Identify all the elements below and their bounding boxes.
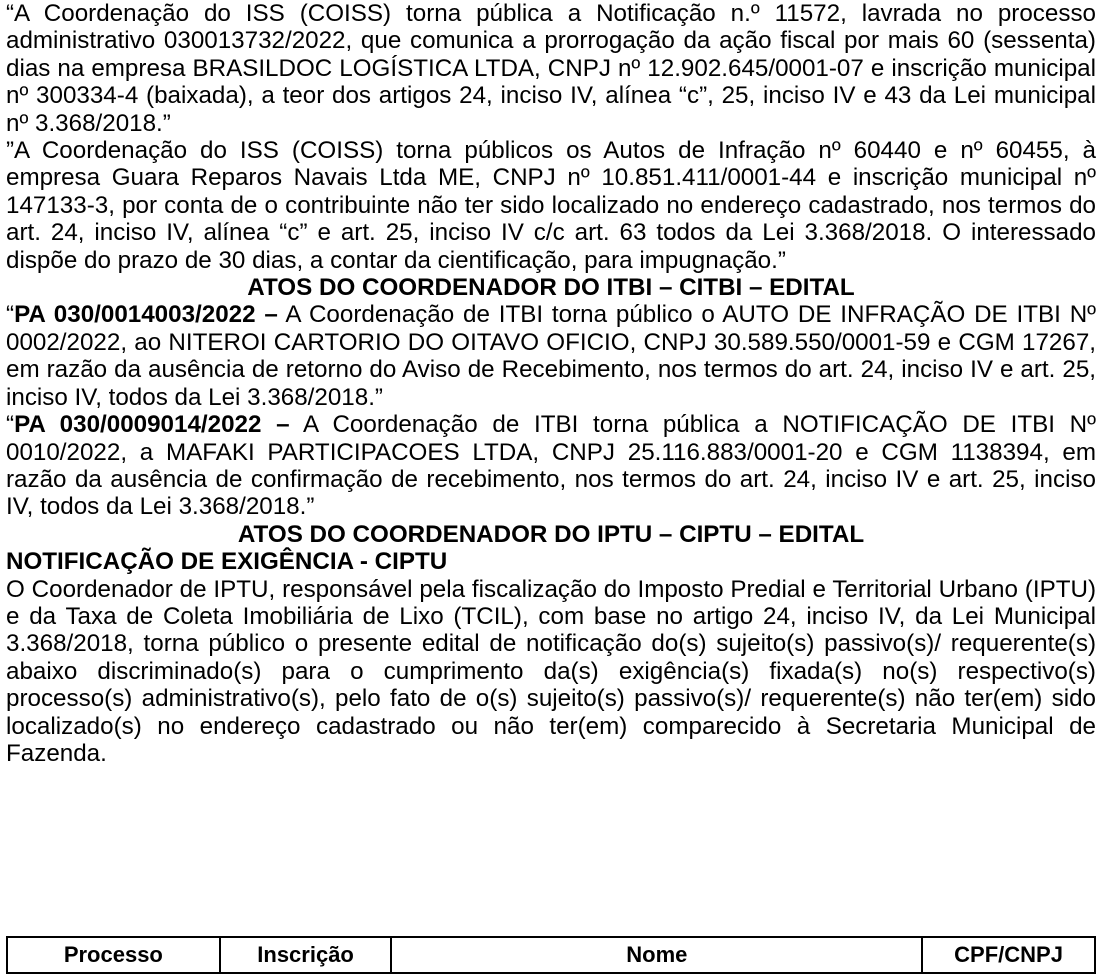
column-header-nome: Nome <box>391 937 922 973</box>
itbi-item-1-text: A Coordenação de ITBI torna público o AUTO DE INFRAÇÃO DE ITBI Nº 0002/2022, ao NITEROI CARTORIO DO OITAVO OFICIO, CNPJ 30.589.550/0001-59 e CGM 17267, em razão da ausência de retorno do Aviso de Recebimento, nos termos do art. 24, inciso IV e art. 25, inciso IV, todos da Lei 3.368/2018.” <box>6 301 1096 411</box>
itbi-item-2-text: A Coordenação de ITBI torna pública a NOTIFICAÇÃO DE ITBI Nº 0010/2022, a MAFAKI PARTICIPACOES LTDA, CNPJ 25.116.883/0001-20 e CGM 1138394, em razão da ausência de confirmação de recebimento, nos termos do art. 24, inciso IV e art. 25, inciso IV, todos da Lei 3.368/2018.” <box>6 411 1096 521</box>
itbi-item-2-ref: PA 030/0009014/2022 – <box>14 411 290 439</box>
document-page <box>6 0 1096 767</box>
table-header-row <box>7 937 1095 973</box>
itbi-section-heading: ATOS DO COORDENADOR DO ITBI – CITBI – EDITAL <box>247 274 855 302</box>
column-header-inscricao: Inscrição <box>220 937 392 973</box>
itbi-item-1-open-quote: “ <box>6 301 15 329</box>
itbi-item-2-open-quote: “ <box>6 411 15 439</box>
iptu-section-heading: ATOS DO COORDENADOR DO IPTU – CIPTU – EDITAL <box>237 520 865 548</box>
coiss-notification-paragraph: “A Coordenação do ISS (COISS) torna pública a Notificação n.º 11572, lavrada no processo administrativo 030013732/2022, que comunica a prorrogação da ação fiscal por mais 60 (sessenta) dias na empresa BRASILDOC LOGÍSTICA LTDA, CNPJ nº 12.902.645/0001-07 e inscrição municipal nº 300334-4 (baixada), a teor dos artigos 24, inciso IV, alínea “c”, 25, inciso IV e 43 da Lei municipal nº 3.368/2018.” <box>6 0 1096 137</box>
coiss-infraction-paragraph: ”A Coordenação do ISS (COISS) torna públicos os Autos de Infração nº 60440 e nº 60455, à empresa Guara Reparos Navais Ltda ME, CNPJ nº 10.851.411/0001-44 e inscrição municipal nº 147133-3, por conta de o contribuinte não ter sido localizado no endereço cadastrado, nos termos do art. 24, inciso IV, alínea “c” e art. 25, inciso IV c/c art. 63 todos da Lei 3.368/2018. O interessado dispõe do prazo de 30 dias, a contar da cientificação, para impugnação.” <box>6 137 1096 274</box>
itbi-item-1-ref: PA 030/0014003/2022 – <box>14 301 278 329</box>
itbi-item-1 <box>6 301 1096 411</box>
itbi-item-2 <box>6 411 1096 521</box>
notification-table <box>6 936 1096 974</box>
column-header-cpf-cnpj: CPF/CNPJ <box>922 937 1095 973</box>
iptu-body-paragraph: O Coordenador de IPTU, responsável pela fiscalização do Imposto Predial e Territorial Urbano (IPTU) e da Taxa de Coleta Imobiliária de Lixo (TCIL), com base no artigo 24, inciso IV, da Lei Municipal 3.368/2018, torna público o presente edital de notificação do(s) sujeito(s) passivo(s)/ requerente(s) abaixo discriminado(s) para o cumprimento da(s) exigência(s) fixada(s) no(s) respectivo(s) processo(s) administrativo(s), pelo fato de o(s) sujeito(s) passivo(s)/ requerente(s) não ter(em) sido localizado(s) no endereço cadastrado ou não ter(em) comparecido à Secretaria Municipal de Fazenda. <box>6 575 1096 767</box>
iptu-subheading: NOTIFICAÇÃO DE EXIGÊNCIA - CIPTU <box>6 548 448 576</box>
column-header-processo: Processo <box>7 937 220 973</box>
